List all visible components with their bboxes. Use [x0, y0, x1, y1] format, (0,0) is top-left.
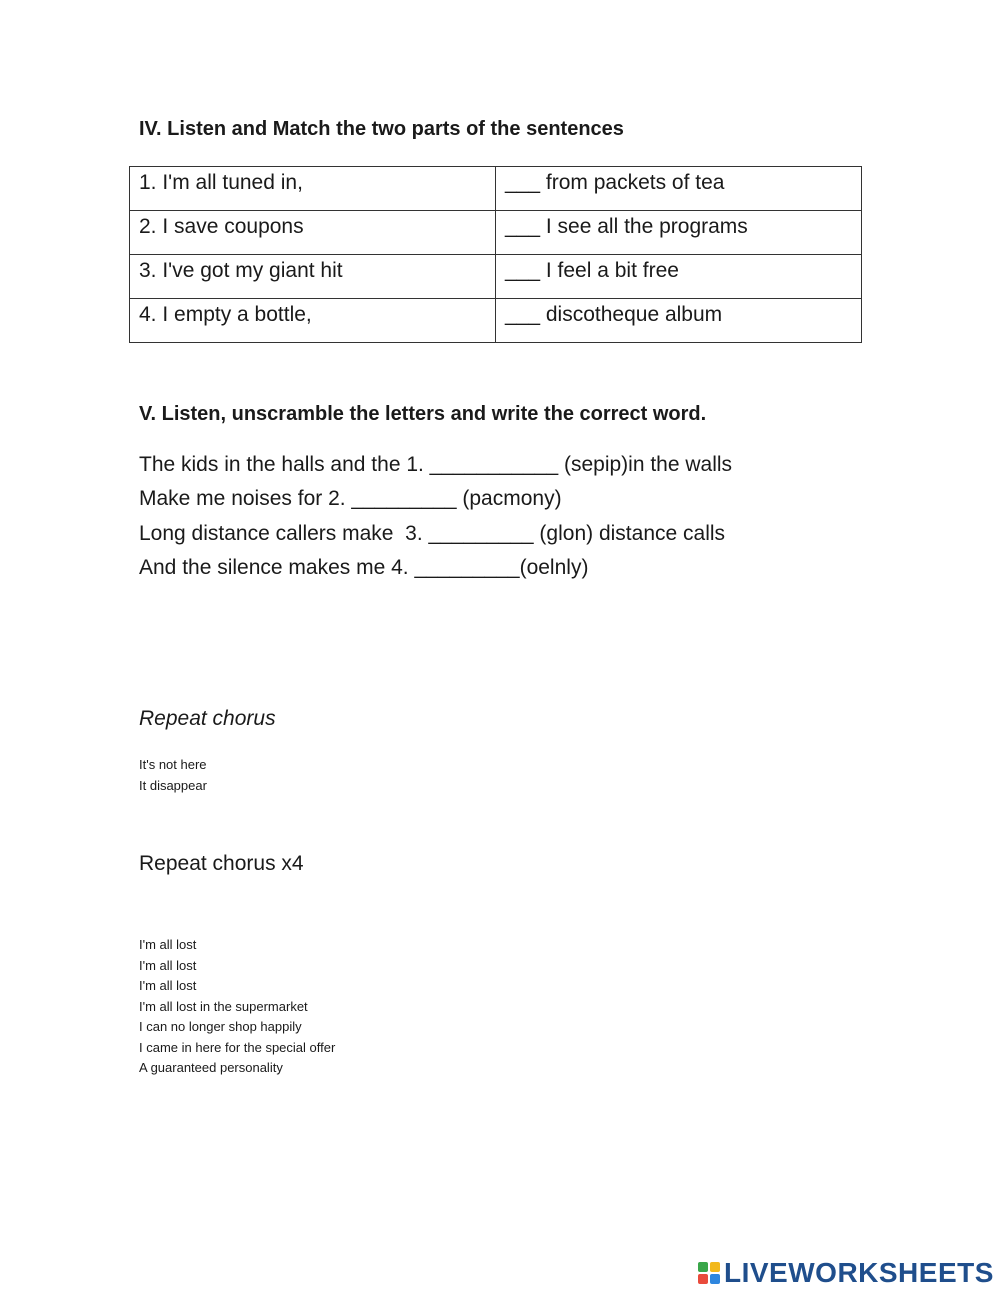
outro-line: I'm all lost in the supermarket [139, 999, 308, 1014]
match-right-cell: ___ discotheque album [496, 299, 862, 343]
table-row [130, 211, 862, 255]
unscramble-line-1: The kids in the halls and the 1. ___________ (sepip)in the walls [139, 453, 733, 476]
match-right-cell: ___ I see all the programs [496, 211, 862, 255]
bridge-line: It disappear [139, 778, 207, 793]
table-row [130, 167, 862, 211]
logo-mark-icon [698, 1262, 720, 1284]
match-table [129, 166, 862, 343]
outro-line: I'm all lost [139, 958, 197, 973]
match-left-cell: 2. I save coupons [130, 211, 496, 255]
logo-square [698, 1262, 708, 1272]
unscramble-line-3: Long distance callers make 3. _________ (glon) distance calls [139, 522, 726, 545]
outro-line: I can no longer shop happily [139, 1019, 302, 1034]
logo-text: LIVEWORKSHEETS [724, 1257, 994, 1288]
match-left-cell: 3. I've got my giant hit [130, 255, 496, 299]
match-left-cell: 4. I empty a bottle, [130, 299, 496, 343]
logo-square [710, 1262, 720, 1272]
outro-line: I came in here for the special offer [139, 1040, 336, 1055]
match-right-cell: ___ from packets of tea [496, 167, 862, 211]
section-4-title: IV. Listen and Match the two parts of the sentences [139, 118, 624, 140]
repeat-chorus-x4-label: Repeat chorus x4 [139, 852, 304, 875]
outro-line: I'm all lost [139, 978, 197, 993]
logo-square [698, 1274, 708, 1284]
match-left-cell: 1. I'm all tuned in, [130, 167, 496, 211]
outro-line: A guaranteed personality [139, 1060, 283, 1075]
outro-line: I'm all lost [139, 937, 197, 952]
repeat-chorus-label: Repeat chorus [139, 707, 276, 730]
unscramble-line-2: Make me noises for 2. _________ (pacmony) [139, 487, 562, 510]
match-right-cell: ___ I feel a bit free [496, 255, 862, 299]
unscramble-line-4: And the silence makes me 4. _________(oelnly) [139, 556, 589, 579]
logo-square [710, 1274, 720, 1284]
liveworksheets-logo [698, 1257, 994, 1289]
table-row [130, 255, 862, 299]
table-row [130, 299, 862, 343]
bridge-line: It's not here [139, 757, 207, 772]
section-5-title: V. Listen, unscramble the letters and write the correct word. [139, 403, 707, 425]
